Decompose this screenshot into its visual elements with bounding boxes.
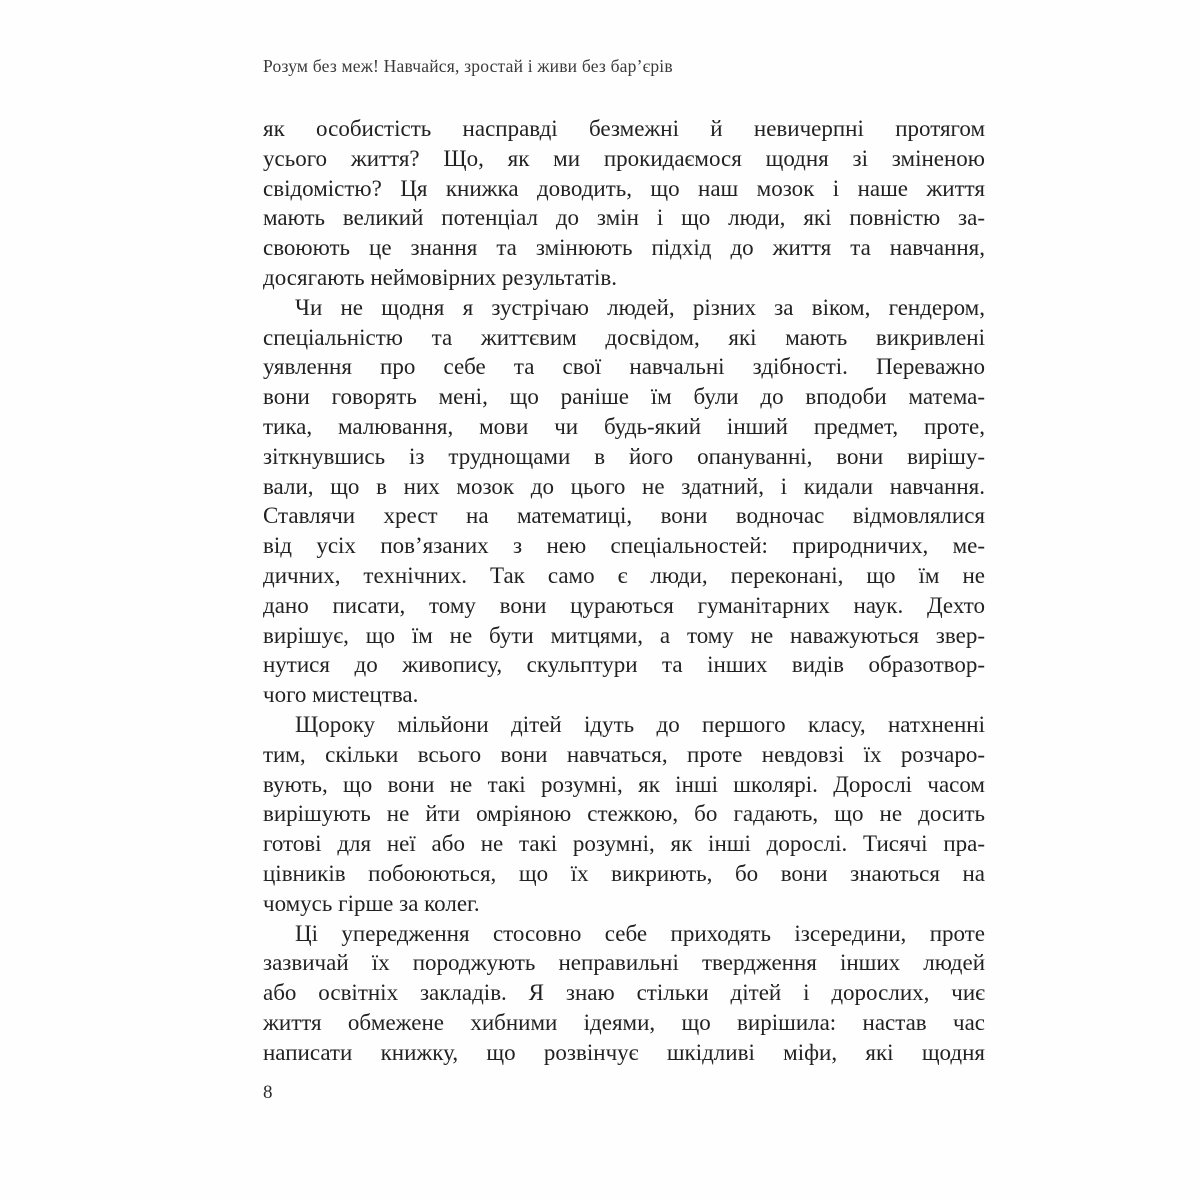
text-line: нутися до живопису, скульптури та інших видів образотвор- <box>263 652 985 678</box>
text-line: вують, що вони не такі розумні, як інші школярі. Дорослі часом <box>263 771 985 797</box>
page-number: 8 <box>263 1082 273 1103</box>
body-text <box>263 114 985 1068</box>
text-line: від усіх пов’язаних з нею спеціальностей: природничих, ме- <box>263 533 985 559</box>
text-line: як особистість насправді безмежні й невичерпні протягом <box>263 116 985 141</box>
text-line: написати книжку, що розвінчує шкідливі міфи, які щодня <box>263 1039 985 1065</box>
text-line: вирішують не йти омріяною стежкою, бо гадають, що не досить <box>263 801 985 827</box>
text-line: вони говорять мені, що раніше їм були до вподоби матема- <box>263 384 985 410</box>
text-line: тика, малювання, мови чи будь-який інший предмет, проте, <box>263 413 985 439</box>
text-line: Ставлячи хрест на математиці, вони водночас відмовлялися <box>263 503 985 529</box>
text-line: мають великий потенціал до змін і що люди, які повністю за- <box>263 205 985 231</box>
running-header: Розум без меж! Навчайся, зростай і живи без бар’єрів <box>263 56 673 76</box>
text-line: усього життя? Що, як ми прокидаємося щодня зі зміненою <box>263 145 985 171</box>
text-line: готові для неї або не такі розумні, як інші дорослі. Тисячі пра- <box>263 831 985 857</box>
text-line: дано писати, тому вони цураються гуманітарних наук. Дехто <box>263 592 985 618</box>
text-line: життя обмежене хибними ідеями, що вирішила: настав час <box>263 1009 985 1035</box>
text-line: Щороку мільйони дітей ідуть до першого класу, натхненні <box>295 711 985 737</box>
text-line: дичних, технічних. Так само є люди, переконані, що їм не <box>263 562 985 588</box>
text-line: тим, скільки всього вони навчаться, проте невдовзі їх розчаро- <box>263 741 985 767</box>
text-line: чомусь гірше за колег. <box>263 890 480 916</box>
text-line: або освітніх закладів. Я знаю стільки дітей і дорослих, чиє <box>263 980 985 1006</box>
text-line: вали, що в них мозок до цього не здатний, і кидали навчання. <box>263 473 985 499</box>
text-line: вирішує, що їм не бути митцями, а тому не наважуються звер- <box>263 622 985 648</box>
text-line: чого мистецтва. <box>263 682 419 708</box>
text-line: Чи не щодня я зустрічаю людей, різних за віком, гендером, <box>295 294 985 320</box>
paragraph <box>263 710 985 919</box>
text-line: зіткнувшись із труднощами в його опануванні, вони вирішу- <box>263 443 985 469</box>
text-line: зазвичай їх породжують неправильні твердження інших людей <box>263 950 985 976</box>
text-line: досягають неймовірних результатів. <box>263 264 618 290</box>
text-line: спеціальністю та життєвим досвідом, які мають викривлені <box>263 324 985 350</box>
text-line: своюють це знання та змінюють підхід до життя та навчання, <box>263 235 985 261</box>
paragraph <box>263 919 985 1068</box>
text-line: Ці упередження стосовно себе приходять ізсередини, проте <box>295 920 985 946</box>
text-line: свідомістю? Ця книжка доводить, що наш мозок і наше життя <box>263 175 985 201</box>
paragraph <box>263 114 985 293</box>
text-line: цівників побоюються, що їх викриють, бо вони знаються на <box>263 860 985 886</box>
paragraph <box>263 293 985 710</box>
text-line: уявлення про себе та свої навчальні здібності. Переважно <box>263 354 985 380</box>
